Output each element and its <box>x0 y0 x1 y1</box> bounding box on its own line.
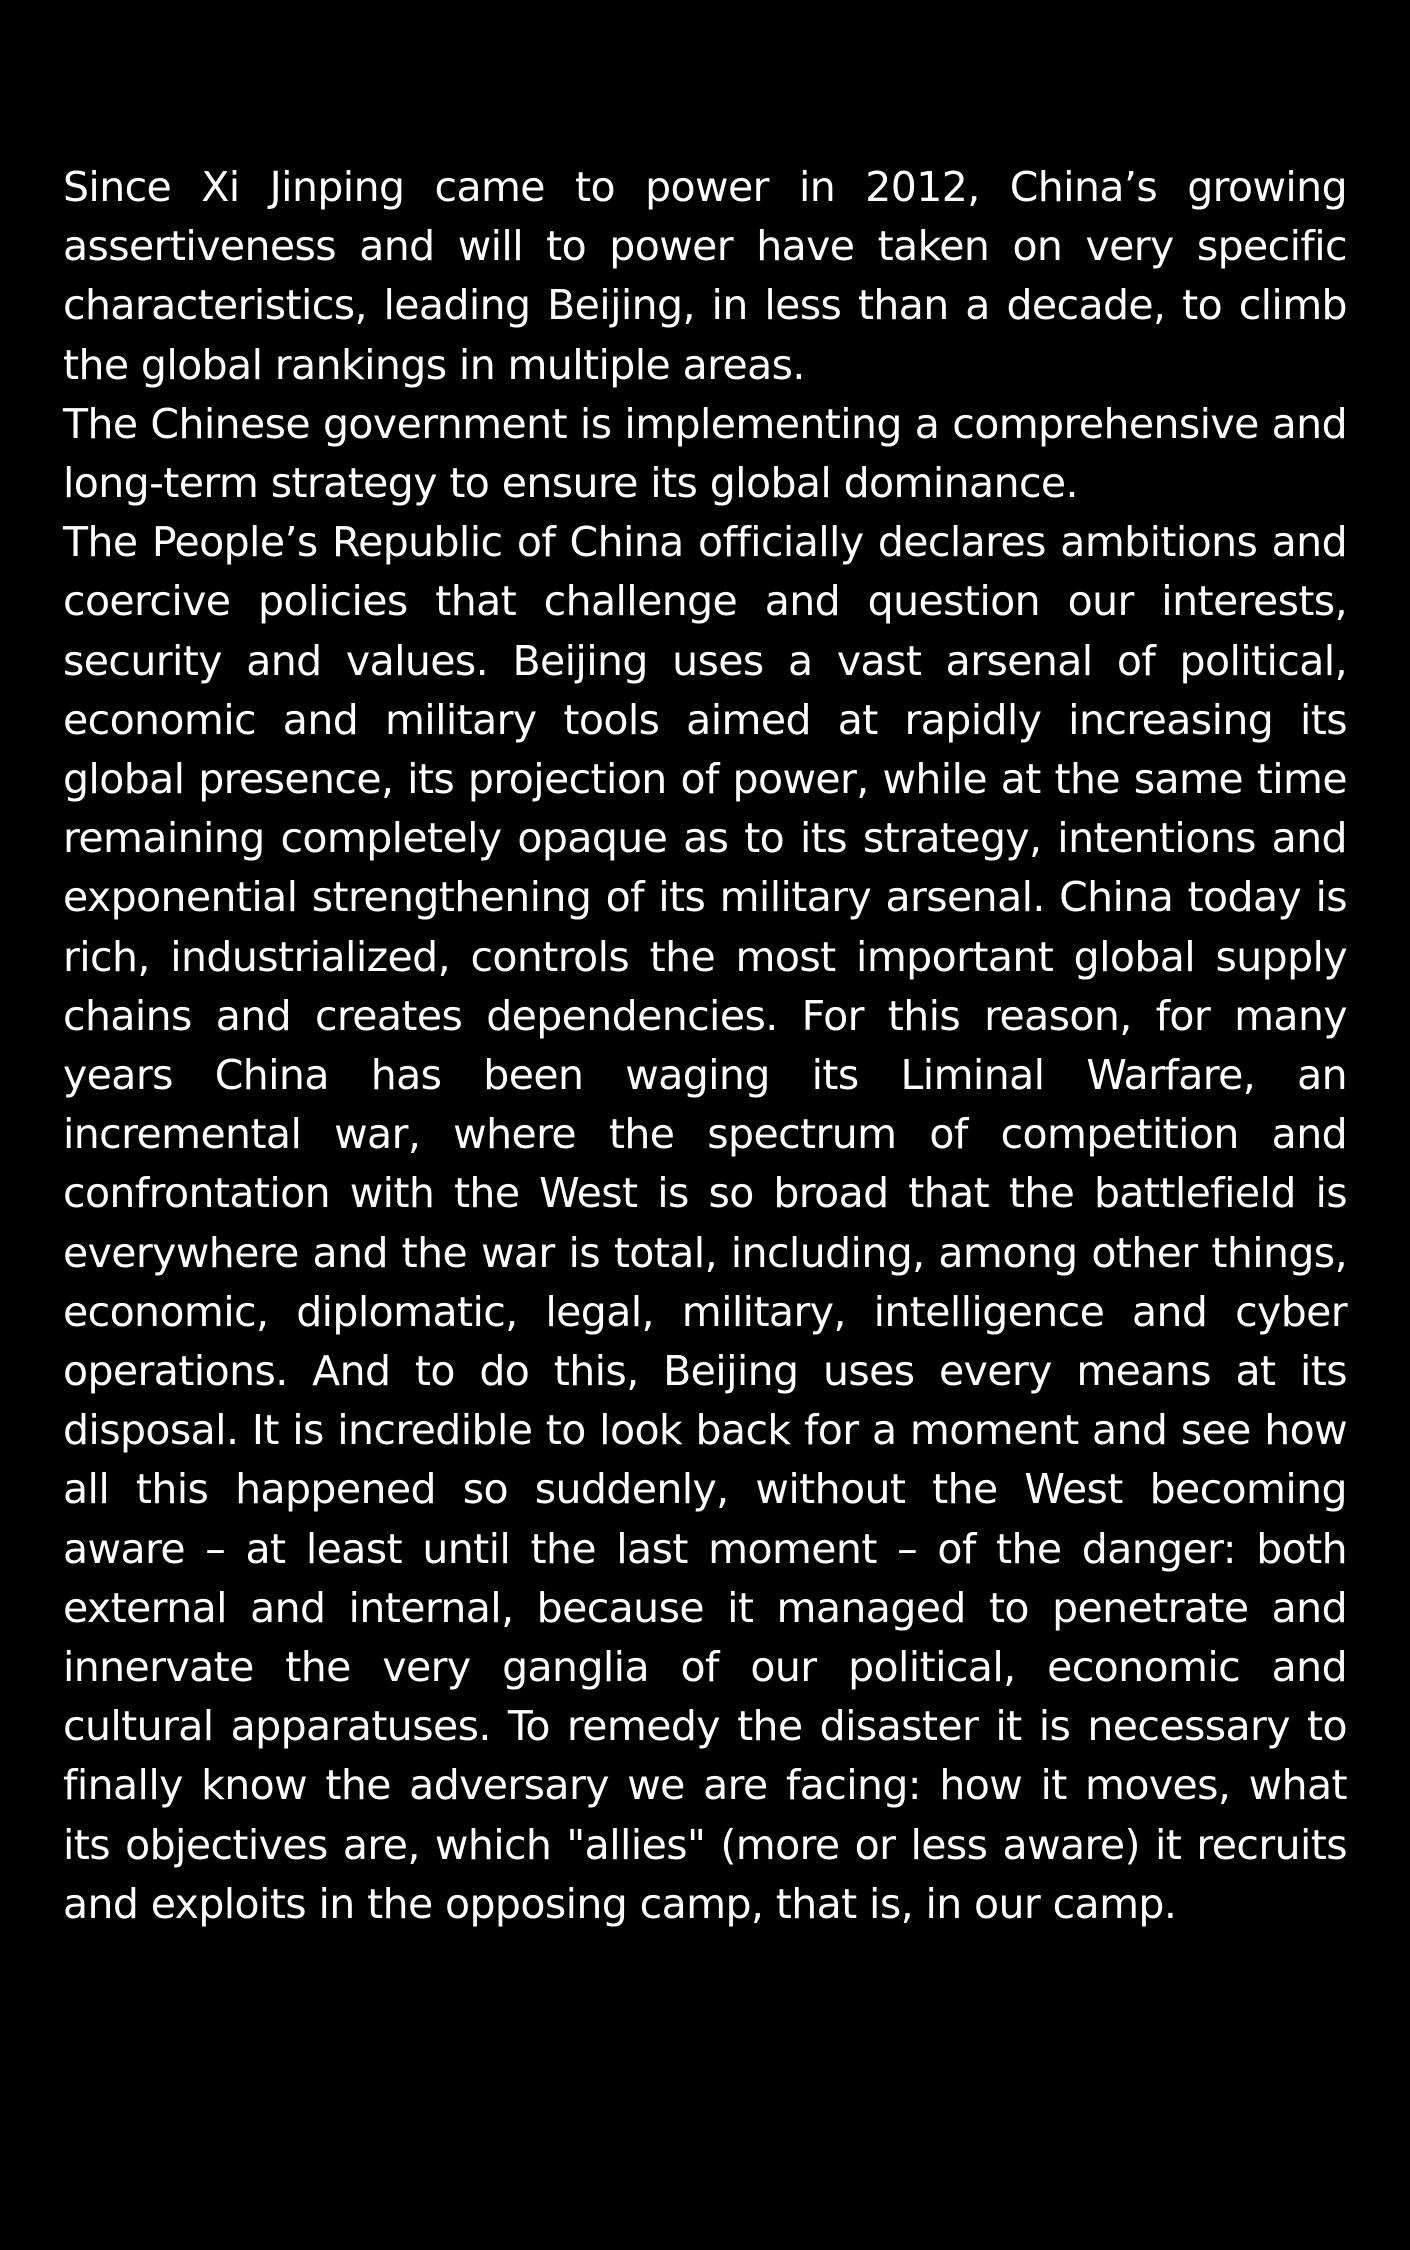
paragraph-3: The People’s Republic of China officially declares ambitions and coercive policies that challenge and question our interests, security and values. Beijing uses a vast arsenal of political, economic and military tools aimed at rapidly increasing its global presence, its projection of power, while at the same time remaining completely opaque as to its strategy, intentions and exponential strengthening of its military arsenal. China today is rich, industrialized, controls the most important global supply chains and creates dependencies. For this reason, for many years China has been waging its Liminal Warfare, an incremental war, where the spectrum of competition and confrontation with the West is so broad that the battlefield is everywhere and the war is total, including, among other things, economic, diplomatic, legal, military, intelligence and cyber operations. And to do this, Beijing uses every means at its disposal. It is incredible to look back for a moment and see how all this happened so suddenly, without the West becoming aware – at least until the last moment – of the danger: both external and internal, because it managed to penetrate and innervate the very ganglia of our political, economic and cultural apparatuses. To remedy the disaster it is necessary to finally know the adversary we are facing: how it moves, what its objectives are, which "allies" (more or less aware) it recruits and exploits in the opposing camp, that is, in our camp. <box>63 518 1347 1928</box>
paragraph-1: Since Xi Jinping came to power in 2012, China’s growing assertiveness and will to power have taken on very specific characteristics, leading Beijing, in less than a decade, to climb the global rankings in multiple areas. <box>63 163 1347 389</box>
paragraph-2: The Chinese government is implementing a comprehensive and long-term strategy to ensure its global dominance. <box>63 399 1347 508</box>
body-text <box>63 158 1347 1934</box>
